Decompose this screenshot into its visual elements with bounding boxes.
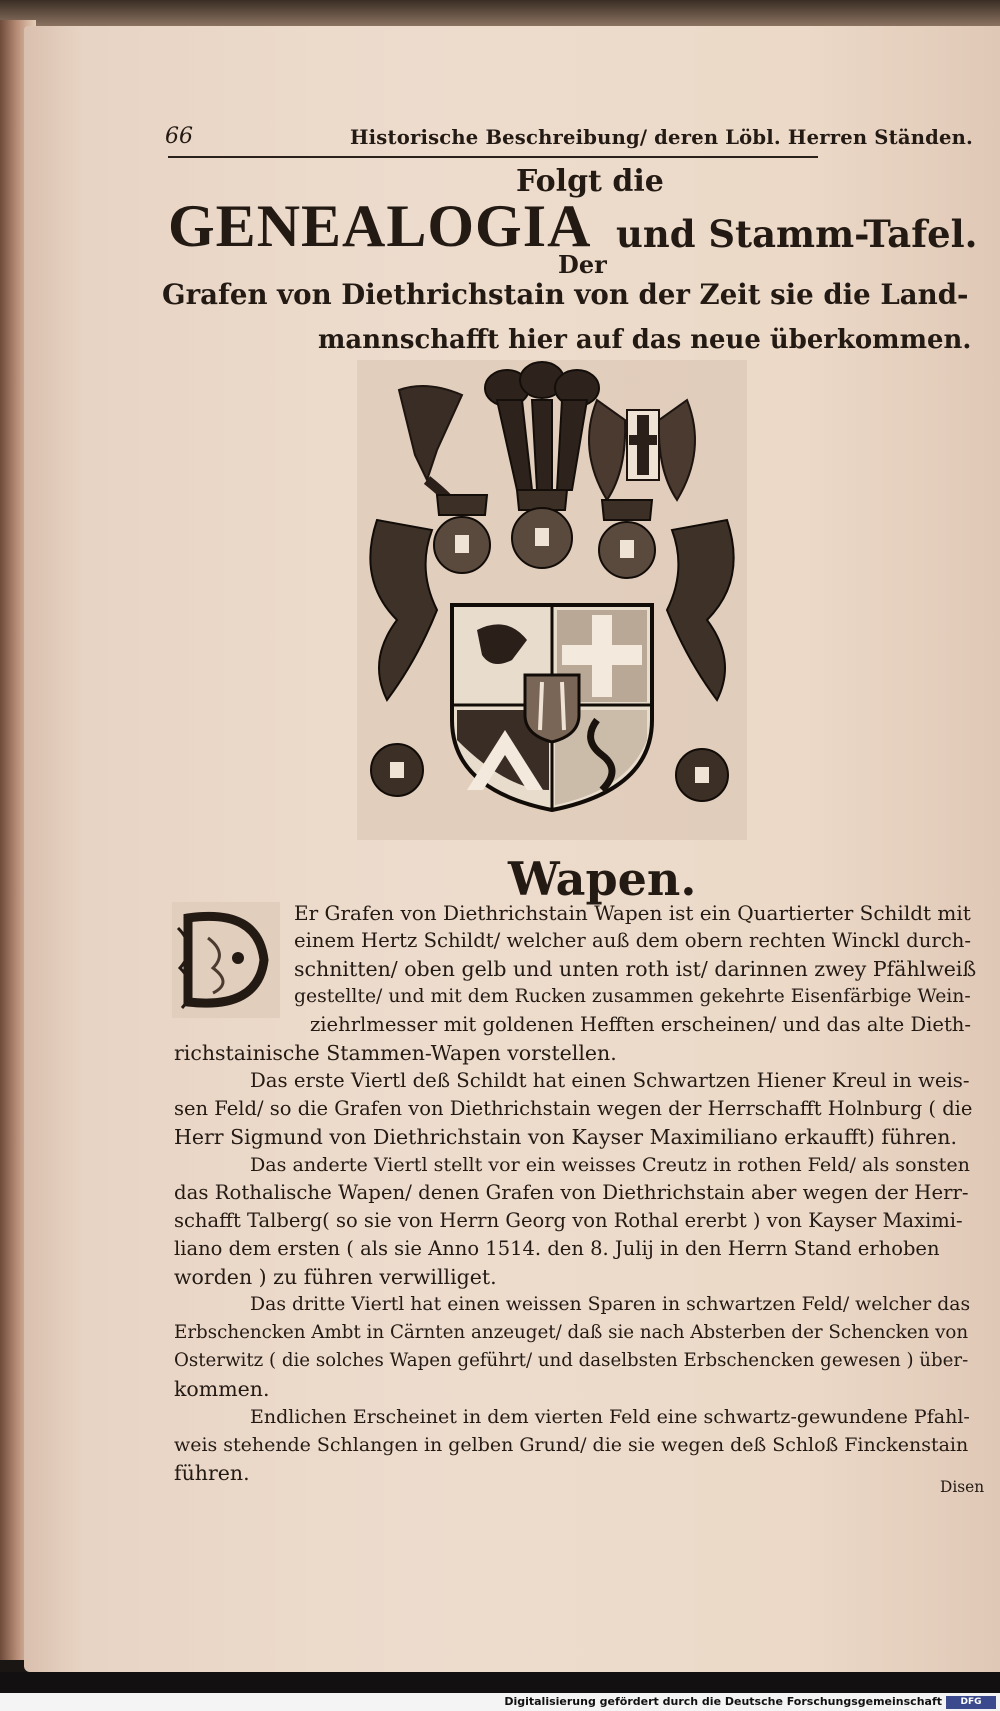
subtitle-line-2: mannschafft hier auf das neue überkommen. [318,325,972,355]
text-line: Er Grafen von Diethrichstain Wapen ist ein Quartierter Schildt mit [294,901,971,925]
text-line: sen Feld/ so die Grafen von Diethrichstain wegen der Herrschafft Holnburg ( die [174,1097,973,1120]
text-line: worden ) zu führen verwilliget. [174,1265,497,1289]
text-line: weis stehende Schlangen in gelben Grund/ die sie wegen deß Schloß Finckenstain [174,1434,969,1456]
text-line: richstainische Stammen-Wapen vorstellen. [174,1041,617,1065]
text-line: führen. [174,1461,250,1485]
catchword: Disen [940,1478,985,1496]
text-line: kommen. [174,1377,270,1401]
text-line: Das anderte Viertl stellt vor ein weisses Creutz in rothen Feld/ als sonsten [250,1154,970,1176]
text-line: ziehrlmesser mit goldenen Hefften erscheinen/ und das alte Dieth- [310,1013,971,1036]
header-rule [168,156,818,158]
section-heading-wapen: Wapen. [508,852,697,906]
text-line: Herr Sigmund von Diethrichstain von Kayser Maximiliano erkaufft) führen. [174,1125,958,1149]
text-line: gestellte/ und mit dem Rucken zusammen gekehrte Eisenfärbige Wein- [294,986,971,1007]
running-head: Historische Beschreibung/ deren Löbl. Herren Ständen. [350,126,974,149]
title-folgt: Folgt die [516,164,664,199]
title-der: Der [558,250,607,279]
text-line: das Rothalische Wapen/ denen Grafen von Diethrichstain aber wegen der Herr- [174,1181,969,1204]
text-line: Erbschencken Ambt in Cärnten anzeuget/ daß sie nach Absterben der Schencken von [174,1322,969,1343]
footer-credit-text: Digitalisierung gefördert durch die Deutsche Forschungsgemeinschaft [504,1695,942,1708]
text-line: Osterwitz ( die solches Wapen geführt/ und daselbsten Erbschencken gewesen ) über- [174,1350,969,1371]
text-line: Endlichen Erscheinet in dem vierten Feld eine schwartz-gewundene Pfahl- [250,1406,970,1428]
text-line: einem Hertz Schildt/ welcher auß dem obern rechten Winckl durch- [294,929,971,952]
subtitle-line-1: Grafen von Diethrichstain von der Zeit sie die Land- [162,278,969,311]
coat-of-arms-engraving [357,360,747,840]
text-line: liano dem ersten ( als sie Anno 1514. den 8. Julij in den Herrn Stand erhoben [174,1237,940,1260]
text-line: schafft Talberg( so sie von Herrn Georg von Rothal ererbt ) von Kayser Maximi- [174,1209,963,1232]
text-line: Das dritte Viertl hat einen weissen Sparen in schwartzen Feld/ welcher das [250,1294,971,1315]
page-title: GENEALOGIA [168,193,592,259]
text-line: schnitten/ oben gelb und unten roth ist/ darinnen zwey Pfählweiß [294,957,977,981]
page-number: 66 [165,124,193,149]
dfg-logo: DFG [946,1696,996,1709]
text-line: Das erste Viertl deß Schildt hat einen Schwartzen Hiener Kreul in weis- [250,1069,970,1092]
title-rest: und Stamm-Tafel. [616,212,978,256]
